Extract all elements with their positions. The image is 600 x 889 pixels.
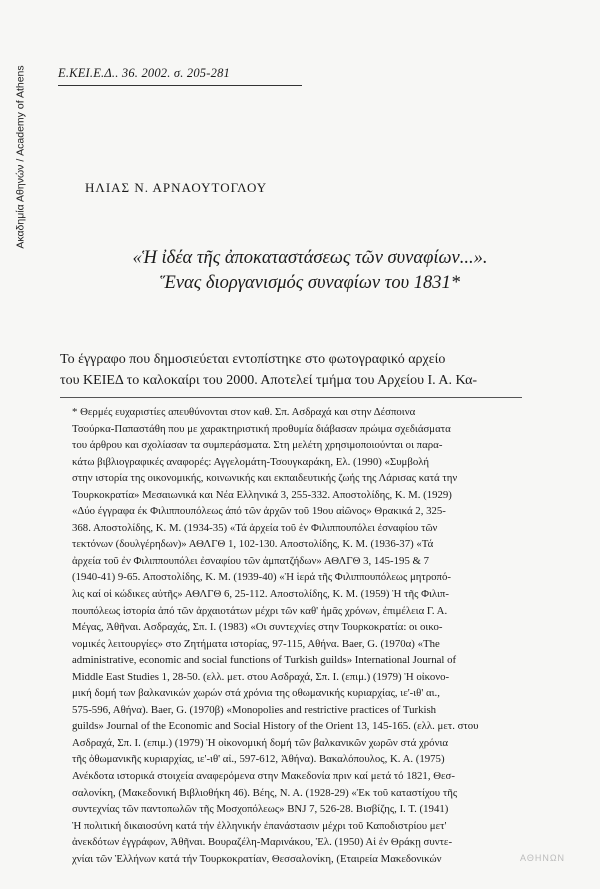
footnote-line: Τουρκοκρατία» Μεσαιωνικά και Νέα Ελληνικά 3, 255-332. Αποστολίδης, Κ. Μ. (1929) [72, 488, 452, 501]
footnote-line: μική δομή των βαλκανικών χωρών στά χρόνια της οθωμανικής κυριαρχίας, ιε'-ιθ' αι., [72, 687, 440, 700]
footnote-line: guilds» Journal of the Economic and Social History of the Orient 13, 145-165. (ελλ. μετ. στου [72, 720, 479, 733]
footnote-line: Ἡ πολιτική δικαιοσύνη κατά τήν ἑλληνικήν ἐπανάστασιν μέχρι τοῦ Καποδιστρίου μετ' [72, 819, 447, 832]
academy-watermark [14, 42, 28, 272]
journal-citation: Ε.ΚΕΙ.Ε.Δ.. 36. 2002. σ. 205-281 [58, 66, 302, 86]
footnote-line: τεκτόνων (δουλγέρηδων)» ΑΘΛΓΘ 1, 102-130. Αποστολίδης, Κ. Μ. (1936-37) «Τά [72, 538, 434, 551]
footnote-line: σαλονίκη, (Μακεδονική Βιβλιοθήκη 46). Βέης, Ν. Α. (1928-29) «Ἐκ τοῦ καταστίχου τῆς [72, 786, 458, 799]
footnote-line: χνίαι τῶν Ἑλλήνων κατά τήν Τουρκοκρατίαν, Θεσσαλονίκη, (Εταιρεία Μακεδονικών [72, 852, 442, 865]
footnote [72, 404, 524, 867]
footnote-line: «Δύο έγγραφα έκ Φιλιππουπόλεως άπό τῶν ἀρχῶν τοῦ 19ου αἰῶνος» Θρακικά 2, 325- [72, 505, 446, 518]
footnote-line: (1940-41) 9-65. Αποστολίδης, Κ. Μ. (1939-40) «Ἡ ἱερά τῆς Φιλιππουπόλεως μητροπό- [72, 571, 451, 584]
footnote-line: Ανέκδοτα ιστορικά στοιχεία αναφερόμενα στην Μακεδονία πριν καί μετά τό 1821, Θεσ- [72, 770, 455, 783]
footnote-line: Middle East Studies 1, 28-50. (ελλ. μετ. στου Ασδραχά, Σπ. Ι. (επιμ.) (1979) Ἡ οἰκονο- [72, 670, 450, 683]
footnote-rule [60, 397, 522, 398]
body-text-line-2: του ΚΕΙΕΔ το καλοκαίρι του 2000. Αποτελεί τμήμα του Αρχείου Ι. Α. Κα- [60, 373, 478, 388]
footnote-line: Ασδραχά, Σπ. Ι. (επιμ.) (1979) Ἡ οἰκονομική δομή τῶν βαλκανικῶν χωρῶν στά χρόνια [72, 736, 449, 749]
footnote-line: * Θερμές ευχαριστίες απευθύνονται στον καθ. Σπ. Ασδραχά και στην Δέσποινα [72, 406, 416, 418]
watermark-text: Ακαδημία Αθηνών / Academy of Athens [15, 65, 27, 249]
footnote-line: λις καί οἱ κώδικες αὐτῆς» ΑΘΛΓΘ 6, 25-112. Αποστολίδης, Κ. Μ. (1959) Ἡ τῆς Φιλιπ- [72, 588, 449, 601]
article-title-line-1: «Ἡ ἰδέα τῆς ἀποκαταστάσεως τῶν συναφίων...». [132, 248, 488, 268]
article-title-line-2: Ἕνας διοργανισμός συναφίων του 1831* [160, 273, 460, 293]
footnote-line: τῆς ὀθωμανικῆς κυριαρχίας, ιε'-ιθ' αἰ., 597-612, Ἀθήνα). Βακαλόπουλος, Κ. Α. (1975) [72, 753, 445, 766]
footnote-line: κάτω βιβλιογραφικές αναφορές: Αγγελομάτη-Τσουγκαράκη, Ελ. (1990) «Συμβολή [72, 455, 430, 468]
footnote-line: πουπόλεως ἱστορία ἀπό τῶν ἀρχαιοτάτων μέχρι τῶν καθ' ἡμᾶς χρόνων, ἐπιμέλεια Γ. Α. [72, 604, 448, 617]
footnote-line: Μέγας, Ἀθῆναι. Ασδραχάς, Σπ. Ι. (1983) «Οι συντεχνίες στην Τουρκοκρατία: οι οικο- [72, 621, 443, 634]
footnote-line: νομικές λειτουργίες» στο Ζητήματα ιστορίας, 97-115, Αθήνα. Baer, G. (1970α) «The [72, 637, 440, 650]
footnote-line: συντεχνίας τῶν παντοπωλῶν τῆς Μοσχοπόλεως» BNJ 7, 526-28. Βισβίζης, Ι. Τ. (1941) [72, 803, 449, 816]
footnote-line: ἀρχεία τοῦ ἐν Φιλιππουπόλει ἐσναφίου τῶν ἀμπατζήδων» ΑΘΛΓΘ 3, 145-195 & 7 [72, 554, 430, 567]
body-text-line-1: Το έγγραφο που δημοσιεύεται εντοπίστηκε στο φωτογραφικό αρχείο [60, 352, 446, 367]
footnote-line: administrative, economic and social functions of Turkish guilds» International Journal of [72, 654, 457, 667]
footnote-line: Τσούρκα-Παπαστάθη που με χαρακτηριστική προθυμία διάβασαν πρώιμα σχεδιάσματα [72, 422, 451, 435]
footnote-line: 368. Αποστολίδης, Κ. Μ. (1934-35) «Τά ἀρχεία τοῦ ἐν Φιλιππουπόλει ἐσναφίου τῶν [72, 521, 438, 534]
footnote-line: 575-596, Αθήνα). Baer, G. (1970β) «Monopolies and restrictive practices of Turkish [72, 703, 437, 716]
footnote-line: του άρθρου και σχολίασαν τα συμπεράσματα. Στη μελέτη χρησιμοποιούνται οι παρα- [72, 439, 443, 452]
library-stamp: ΑΘΗΝΩΝ [520, 853, 566, 863]
author-name: ΗΛΙΑΣ Ν. ΑΡΝΑΟΥΤΟΓΛΟΥ [85, 180, 268, 195]
footnote-line: ἀνεκδότων ἐγγράφων, Ἀθῆναι. Βουραζέλη-Μαρινάκου, Ἐλ. (1950) Αἱ ἐν Θράκῃ συντε- [72, 836, 453, 849]
footnote-line: στην ιστορία της οικονομικής, κοινωνικής και εκπαιδευτικής ζωής της Λάρισας κατά την [72, 472, 458, 485]
